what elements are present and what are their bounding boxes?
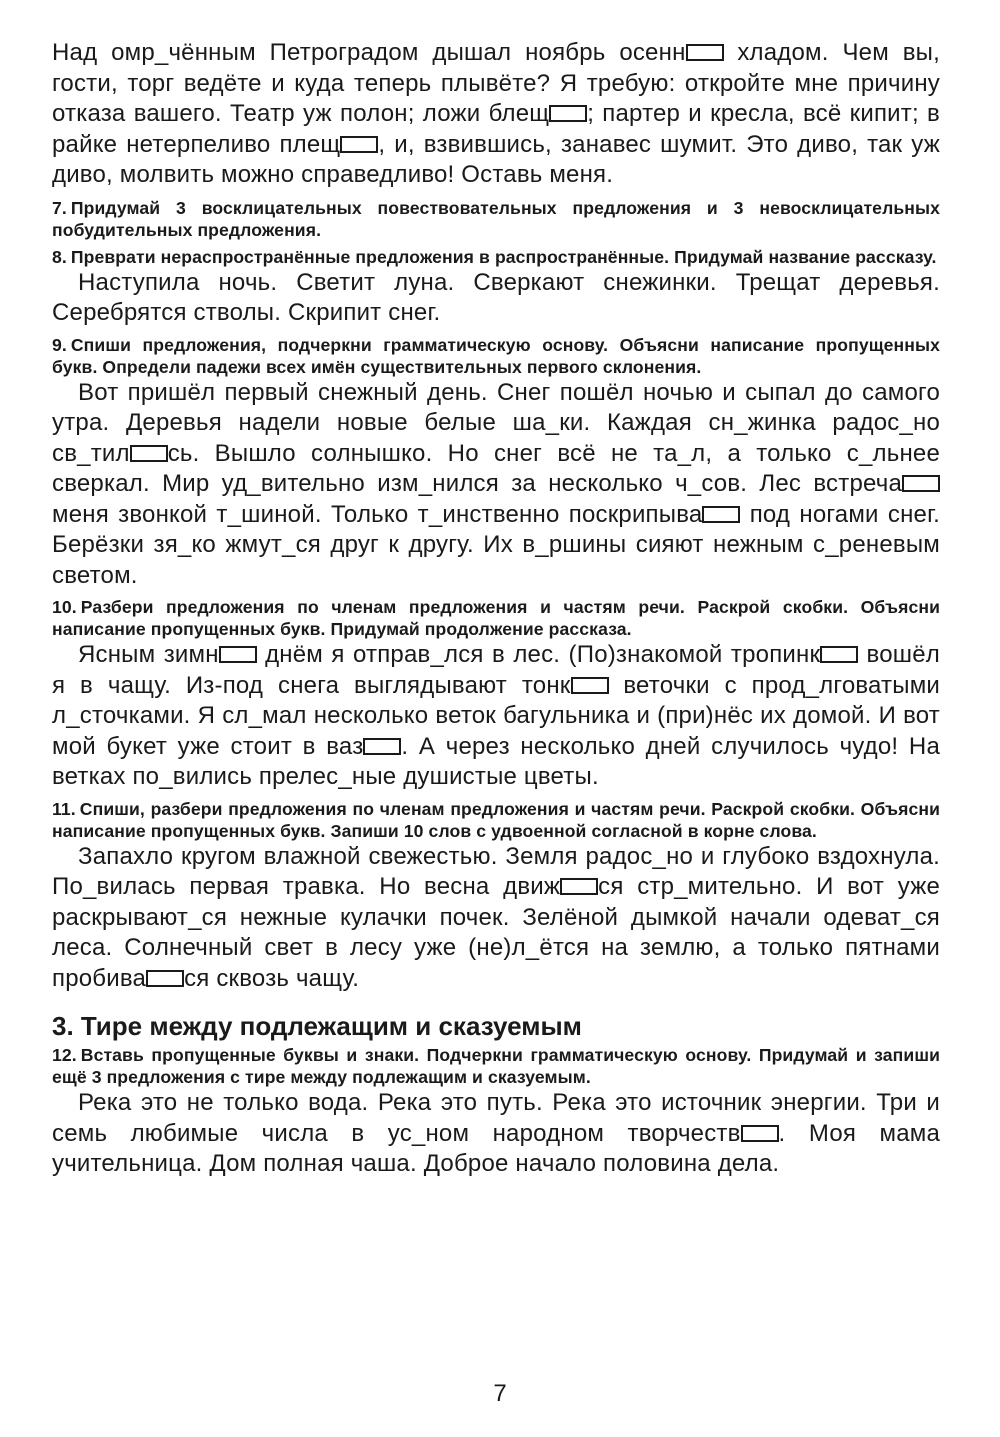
- exercise-11-text: Запахло кругом влажной свежестью. Земля радос_но и глубоко вздохнула. По_вилась первая травка. Но весна движ ся стр_мительно. И вот уже раскрывают_ся нежные кулачки почек. Зелёной дымкой начали одеват_ся леса. Солнечный свет в лесу уже (не)л_ётся на землю, а только пятнами пробива ся сквозь чащу.: [52, 842, 940, 992]
- task-10: 10. Разбери предложения по членам предложения и частям речи. Раскрой скобки. Объясни написание пропущенных букв. Придумай продолжение рассказа.: [52, 597, 940, 639]
- blank-box: [130, 445, 168, 462]
- blank-box: [686, 44, 724, 61]
- blank-box: [702, 506, 740, 523]
- blank-box: [571, 677, 609, 694]
- page-number: 7: [493, 1380, 507, 1407]
- exercise-10-text: Ясным зимн днём я отправ_лся в лес. (По)знакомой тропинк вошёл я в чащу. Из-под снега выглядывают тонк веточки с прод_лговатыми л_сточками. Я сл_мал несколько веток багульника и (при)нёс их домой. И вот мой букет уже стоит в ваз . А через несколько дней случилось чудо! На ветках по_вились прелес_ные душистые цветы.: [52, 641, 941, 790]
- exercise-12-text: Река это не только вода. Река это путь. Река это источник энергии. Три и семь любимые числа в ус_ном народном творчеств . Моя мама учительница. Дом полная чаша. Доброе начало половина дела.: [52, 1089, 940, 1177]
- poem-paragraph: Над омр_чённым Петроградом дышал ноябрь осенн хладом. Чем вы, гости, торг ведёте и куда теперь плывёте? Я требую: откройте мне причину отказа вашего. Театр уж полон; ложи блещ ; партер и кресла, всё кипит; в райке нетерпеливо плещ , и, взвившись, занавес шумит. Это диво, так уж диво, молвить можно справедливо! Оставь меня.: [52, 39, 940, 188]
- task-7: 7. Придумай 3 восклицательных повествовательных предложения и 3 невосклицательных побудительных предложения.: [52, 197, 940, 240]
- blank-box: [363, 738, 401, 755]
- blank-box: [902, 475, 940, 492]
- exercise-8-text: Наступила ночь. Светит луна. Сверкают снежинки. Трещат деревья. Серебрятся стволы. Скрипит снег.: [52, 268, 940, 326]
- task-9: 9. Спиши предложения, подчеркни грамматическую основу. Объясни написание пропущенных букв. Определи падежи всех имён существительных первого склонения.: [52, 334, 940, 377]
- blank-box: [560, 878, 598, 895]
- exercise-9-text: Вот пришёл первый снежный день. Снег пошёл ночью и сыпал до самого утра. Деревья надели новые белые ша_ки. Каждая сн_жинка радос_но св_тил сь. Вышло солнышко. Но снег всё не та_л, а только с_льнее сверкал. Мир уд_вительно изм_нился за несколько ч_сов. Лес встреча меня звонкой т_шиной. Только т_инственно поскрипыва под ногами снег. Берёзки зя_ко жмут_ся друг к другу. Их в_ршины сияют нежным с_реневым светом.: [52, 378, 940, 589]
- blank-box: [146, 970, 184, 987]
- section-heading: 3. Тире между подлежащим и сказуемым: [52, 1011, 582, 1041]
- blank-box: [741, 1125, 779, 1142]
- blank-box: [549, 105, 587, 122]
- page-content: [52, 38, 940, 1180]
- task-8: 8. Преврати нераспространённые предложения в распространённые. Придумай название рассказу.: [52, 246, 937, 267]
- blank-box: [820, 646, 858, 663]
- blank-box: [340, 136, 378, 153]
- task-12: 12. Вставь пропущенные буквы и знаки. Подчеркни грамматическую основу. Придумай и запиши ещё 3 предложения с тире между подлежащим и сказуемым.: [52, 1045, 940, 1087]
- task-11: 11. Спиши, разбери предложения по членам предложения и частям речи. Раскрой скобки. Объясни написание пропущенных букв. Запиши 10 слов с удвоенной согласной в корне слова.: [52, 798, 940, 841]
- blank-box: [219, 646, 257, 663]
